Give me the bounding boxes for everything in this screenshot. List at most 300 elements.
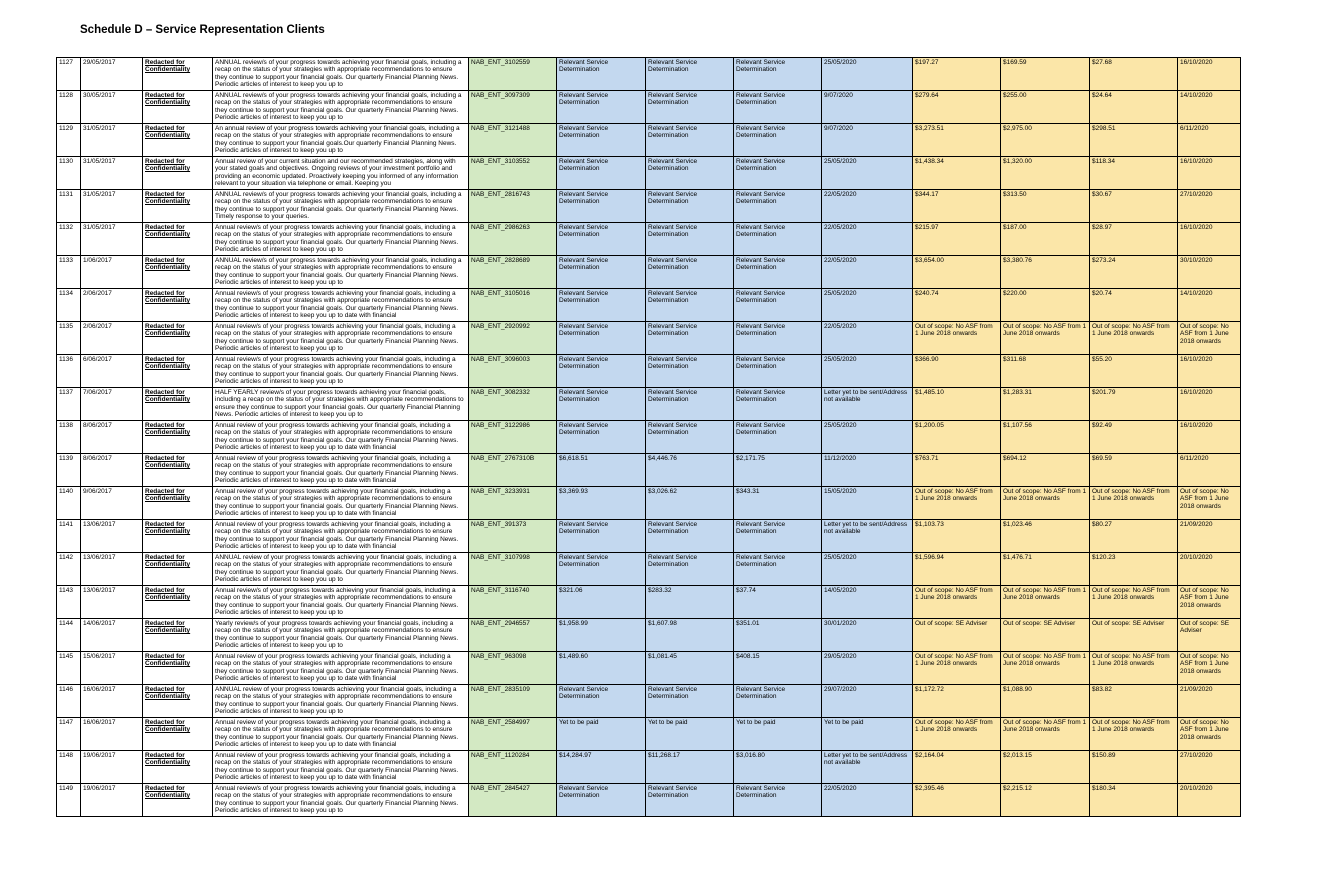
amount-col-3: Out of scope: SE Adviser xyxy=(1090,619,1178,652)
row-date: 19/06/2017 xyxy=(81,784,143,817)
fee-col-2: Relevant Service Determination xyxy=(646,421,734,454)
letter-date: 9/07/2020 xyxy=(822,124,913,157)
amount-col-1: $3,654.00 xyxy=(913,256,1001,289)
reference-id: NAB_ENT_2828689 xyxy=(469,256,557,289)
row-number: 1128 xyxy=(57,91,81,124)
fee-col-1: $3,369.93 xyxy=(557,487,646,520)
amount-col-1: Out of scope: No ASF from 1 June 2018 onwards xyxy=(913,322,1001,355)
row-number: 1134 xyxy=(57,289,81,322)
amount-col-2: $1,088.90 xyxy=(1001,685,1090,718)
amount-col-1: $2,164.04 xyxy=(913,751,1001,784)
amount-col-3: $120.23 xyxy=(1090,553,1178,586)
row-number: 1148 xyxy=(57,751,81,784)
reference-id: NAB_ENT_3105016 xyxy=(469,289,557,322)
service-description: Annual review of your progress towards achieving your financial goals, including a recap on the status of your strategies with appropriate recommendations to ensure they continue to support your financial goals. Our quarterly Financial Planning News. Periodic articles of interest to keep you up to date with financial xyxy=(213,520,469,553)
fee-col-2: Relevant Service Determination xyxy=(646,58,734,91)
client-name: Redacted for Confidentiality xyxy=(143,652,213,685)
row-number: 1149 xyxy=(57,784,81,817)
amount-col-3: $83.82 xyxy=(1090,685,1178,718)
client-name: Redacted for Confidentiality xyxy=(143,256,213,289)
amount-col-3: Out of scope: No ASF from 1 June 2018 onwards xyxy=(1090,586,1178,619)
fee-col-3: Relevant Service Determination xyxy=(734,685,822,718)
fee-col-1: $1,958.99 xyxy=(557,619,646,652)
row-number: 1129 xyxy=(57,124,81,157)
fee-col-2: Relevant Service Determination xyxy=(646,91,734,124)
fee-col-3: Relevant Service Determination xyxy=(734,388,822,421)
service-description: Annual review of your progress towards achieving your financial goals, including a recap on the status of your strategies with appropriate recommendations to ensure they continue to support your financial goals. Our quarterly Financial Planning News. Periodic articles of interest to keep you up to date with financial xyxy=(213,421,469,454)
reference-id: NAB_ENT_3082332 xyxy=(469,388,557,421)
letter-date: 25/05/2020 xyxy=(822,421,913,454)
row-date: 29/05/2017 xyxy=(81,58,143,91)
amount-col-3: $92.49 xyxy=(1090,421,1178,454)
client-name: Redacted for Confidentiality xyxy=(143,619,213,652)
row-date: 13/06/2017 xyxy=(81,553,143,586)
letter-date: 22/05/2020 xyxy=(822,784,913,817)
fee-col-3: Relevant Service Determination xyxy=(734,157,822,190)
row-number: 1146 xyxy=(57,685,81,718)
service-description: Annual review/s of your progress towards achieving your financial goals, including a recap on the status of your strategies with appropriate recommendations to ensure they continue to support your financial goals. Our quarterly Financial Planning News. Periodic articles of interest to keep you up to xyxy=(213,586,469,619)
fee-col-2: Relevant Service Determination xyxy=(646,256,734,289)
service-description: An annual review of your progress towards achieving your financial goals, including a recap on the status of your strategies with appropriate recommendations to ensure they continue to support your financial goals.Our quarterly Financial Planning News. Periodic articles of interest to keep you up to xyxy=(213,124,469,157)
fee-col-1: Relevant Service Determination xyxy=(557,355,646,388)
row-date: 1/06/2017 xyxy=(81,256,143,289)
client-name: Redacted for Confidentiality xyxy=(143,718,213,751)
reference-id: NAB_ENT_3122986 xyxy=(469,421,557,454)
fee-col-2: Relevant Service Determination xyxy=(646,289,734,322)
amount-col-2: $1,320.00 xyxy=(1001,157,1090,190)
client-name: Redacted for Confidentiality xyxy=(143,190,213,223)
amount-col-3: $118.34 xyxy=(1090,157,1178,190)
amount-col-2: Out of scope: No ASF from 1 June 2018 onwards xyxy=(1001,586,1090,619)
fee-col-3: Relevant Service Determination xyxy=(734,223,822,256)
row-number: 1139 xyxy=(57,454,81,487)
letter-date: 22/05/2020 xyxy=(822,322,913,355)
client-name: Redacted for Confidentiality xyxy=(143,157,213,190)
letter-date: 25/05/2020 xyxy=(822,289,913,322)
fee-col-1: $14,284.97 xyxy=(557,751,646,784)
letter-date: Letter yet to be sent/Address not available xyxy=(822,751,913,784)
reference-id: NAB_ENT_2920992 xyxy=(469,322,557,355)
amount-col-1: Out of scope: No ASF from 1 June 2018 onwards xyxy=(913,718,1001,751)
row-date: 31/05/2017 xyxy=(81,190,143,223)
client-name: Redacted for Confidentiality xyxy=(143,355,213,388)
letter-date: 22/05/2020 xyxy=(822,256,913,289)
payment-date: Out of scope: No ASF from 1 June 2018 onwards xyxy=(1178,487,1241,520)
row-number: 1138 xyxy=(57,421,81,454)
amount-col-2: Out of scope: SE Adviser xyxy=(1001,619,1090,652)
fee-col-3: Yet to be paid xyxy=(734,718,822,751)
row-date: 31/05/2017 xyxy=(81,157,143,190)
fee-col-1: Relevant Service Determination xyxy=(557,553,646,586)
fee-col-3: Relevant Service Determination xyxy=(734,355,822,388)
row-date: 31/05/2017 xyxy=(81,223,143,256)
reference-id: NAB_ENT_3102559 xyxy=(469,58,557,91)
reference-id: NAB_ENT_391373 xyxy=(469,520,557,553)
amount-col-2: Out of scope: No ASF from 1 June 2018 onwards xyxy=(1001,487,1090,520)
row-date: 8/06/2017 xyxy=(81,421,143,454)
fee-col-1: Relevant Service Determination xyxy=(557,91,646,124)
client-name: Redacted for Confidentiality xyxy=(143,58,213,91)
amount-col-3: $150.89 xyxy=(1090,751,1178,784)
amount-col-2: $311.68 xyxy=(1001,355,1090,388)
table-row xyxy=(57,454,1241,487)
payment-date: 14/10/2020 xyxy=(1178,91,1241,124)
table-row xyxy=(57,91,1241,124)
client-name: Redacted for Confidentiality xyxy=(143,421,213,454)
amount-col-1: $240.74 xyxy=(913,289,1001,322)
amount-col-1: $279.64 xyxy=(913,91,1001,124)
payment-date: 27/10/2020 xyxy=(1178,751,1241,784)
row-number: 1144 xyxy=(57,619,81,652)
fee-col-3: Relevant Service Determination xyxy=(734,124,822,157)
fee-col-3: $37.74 xyxy=(734,586,822,619)
row-date: 16/06/2017 xyxy=(81,718,143,751)
reference-id: NAB_ENT_2986263 xyxy=(469,223,557,256)
fee-col-1: $6,618.51 xyxy=(557,454,646,487)
fee-col-1: Relevant Service Determination xyxy=(557,124,646,157)
service-description: ANNUAL review/s of your progress towards achieving your financial goals, including a recap on the status of your strategies with appropriate recommendations to ensure they continue to support your financial goals. Our quarterly Financial Planning News. Periodic articles of interest to keep you up to xyxy=(213,256,469,289)
service-representation-table xyxy=(56,57,1241,817)
amount-col-3: $28.97 xyxy=(1090,223,1178,256)
service-description: Annual review/s of your progress towards achieving your financial goals, including a recap on the status of your strategies with appropriate recommendations to ensure they continue to support your financial goals. Our quarterly Financial Planning News. Periodic articles of interest to keep you up to date with financial xyxy=(213,289,469,322)
payment-date: 27/10/2020 xyxy=(1178,190,1241,223)
service-description: Annual review of your current situation and our recommended strategies, along with your stated goals and objectives. Ongoing reviews of your investment portfolio and providing an economic updated. Proactively keeping you informed of any information relevant to your situation via telephone or email. Keeping you xyxy=(213,157,469,190)
letter-date: 9/07/2020 xyxy=(822,91,913,124)
service-description: Annual review of your progress towards achieving your financial goals, including a recap on the status of your strategies with appropriate recommendations to ensure they continue to support your financial goals. Our quarterly Financial Planning News. Periodic articles of interest to keep you up to date with financial xyxy=(213,454,469,487)
letter-date: 22/05/2020 xyxy=(822,223,913,256)
payment-date: 6/11/2020 xyxy=(1178,454,1241,487)
fee-col-3: Relevant Service Determination xyxy=(734,784,822,817)
client-name: Redacted for Confidentiality xyxy=(143,487,213,520)
row-number: 1127 xyxy=(57,58,81,91)
reference-id: NAB_ENT_3097309 xyxy=(469,91,557,124)
row-date: 15/06/2017 xyxy=(81,652,143,685)
fee-col-1: Relevant Service Determination xyxy=(557,388,646,421)
service-description: ANNUAL review/s of your progress towards achieving your financial goals, including a recap on the status of your strategies with appropriate recommendations to ensure they continue to support your financial goals. Our quarterly Financial Planning News. Periodic articles of interest to keep you up to xyxy=(213,91,469,124)
fee-col-2: $4,446.76 xyxy=(646,454,734,487)
fee-col-1: Relevant Service Determination xyxy=(557,190,646,223)
service-description: ANNUAL review of your progress towards achieving your financial goals, including a recap on the status of your strategies with appropriate recommendations to ensure they continue to support your financial goals. Our quarterly Financial Planning News. Periodic articles of interest to keep you up to xyxy=(213,553,469,586)
table-row xyxy=(57,520,1241,553)
table-row xyxy=(57,223,1241,256)
amount-col-2: $2,975.00 xyxy=(1001,124,1090,157)
amount-col-3: $298.51 xyxy=(1090,124,1178,157)
row-date: 2/06/2017 xyxy=(81,322,143,355)
payment-date: Out of scope: No ASF from 1 June 2018 onwards xyxy=(1178,718,1241,751)
amount-col-1: Out of scope: SE Adviser xyxy=(913,619,1001,652)
fee-col-2: $1,081.45 xyxy=(646,652,734,685)
amount-col-3: $20.74 xyxy=(1090,289,1178,322)
fee-col-2: Yet to be paid xyxy=(646,718,734,751)
fee-col-2: Relevant Service Determination xyxy=(646,553,734,586)
payment-date: 30/10/2020 xyxy=(1178,256,1241,289)
letter-date: 30/01/2020 xyxy=(822,619,913,652)
letter-date: Yet to be paid xyxy=(822,718,913,751)
service-description: Annual review of your progress towards achieving your financial goals, including a recap on the status of your strategies with appropriate recommendations to ensure they continue to support your financial goals. Our quarterly Financial Planning News. Periodic articles of interest to keep you up to date with financial xyxy=(213,718,469,751)
letter-date: 15/05/2020 xyxy=(822,487,913,520)
payment-date: 16/10/2020 xyxy=(1178,355,1241,388)
fee-col-2: Relevant Service Determination xyxy=(646,685,734,718)
row-date: 8/06/2017 xyxy=(81,454,143,487)
client-name: Redacted for Confidentiality xyxy=(143,454,213,487)
reference-id: NAB_ENT_2816743 xyxy=(469,190,557,223)
fee-col-3: $2,171.75 xyxy=(734,454,822,487)
fee-col-1: Yet to be paid xyxy=(557,718,646,751)
service-description: Annual review of your progress towards achieving your financial goals, including a recap on the status of your strategies with appropriate recommendations to ensure they continue to support your financial goals. Our quarterly Financial Planning News. Periodic articles of interest to keep you up to date with financial xyxy=(213,751,469,784)
table-row xyxy=(57,586,1241,619)
letter-date: 25/05/2020 xyxy=(822,58,913,91)
service-description: ANNUAL review/s of your progress towards achieving your financial goals, including a recap on the status of your strategies with appropriate recommendations to ensure they continue to support your financial goals. Our quarterly Financial Planning News. Timely response to your queries. xyxy=(213,190,469,223)
amount-col-1: $3,273.51 xyxy=(913,124,1001,157)
fee-col-2: $3,026.62 xyxy=(646,487,734,520)
payment-date: 16/10/2020 xyxy=(1178,388,1241,421)
reference-id: NAB_ENT_3116740 xyxy=(469,586,557,619)
amount-col-3: $273.24 xyxy=(1090,256,1178,289)
payment-date: 16/10/2020 xyxy=(1178,157,1241,190)
client-name: Redacted for Confidentiality xyxy=(143,553,213,586)
fee-col-2: $1,607.98 xyxy=(646,619,734,652)
letter-date: 25/05/2020 xyxy=(822,355,913,388)
client-name: Redacted for Confidentiality xyxy=(143,322,213,355)
fee-col-2: Relevant Service Determination xyxy=(646,157,734,190)
fee-col-2: $283.32 xyxy=(646,586,734,619)
service-description: Annual review/s of your progress towards achieving your financial goals, including a recap on the status of your strategies with appropriate recommendations to ensure they continue to support your financial goals. Our quarterly Financial Planning News. Periodic articles of interest to keep you up to xyxy=(213,355,469,388)
amount-col-1: $1,438.34 xyxy=(913,157,1001,190)
amount-col-2: $169.59 xyxy=(1001,58,1090,91)
reference-id: NAB_ENT_1120284 xyxy=(469,751,557,784)
payment-date: 21/09/2020 xyxy=(1178,520,1241,553)
amount-col-3: $180.34 xyxy=(1090,784,1178,817)
payment-date: 21/09/2020 xyxy=(1178,685,1241,718)
letter-date: 29/05/2020 xyxy=(822,652,913,685)
reference-id: NAB_ENT_2584997 xyxy=(469,718,557,751)
fee-col-3: Relevant Service Determination xyxy=(734,256,822,289)
amount-col-2: $1,476.71 xyxy=(1001,553,1090,586)
fee-col-1: Relevant Service Determination xyxy=(557,685,646,718)
letter-date: 11/12/2020 xyxy=(822,454,913,487)
fee-col-2: $11,268.17 xyxy=(646,751,734,784)
amount-col-3: Out of scope: No ASF from 1 June 2018 onwards xyxy=(1090,718,1178,751)
fee-col-2: Relevant Service Determination xyxy=(646,190,734,223)
service-description: Annual review/s of your progress towards achieving your financial goals, including a recap on the status of your strategies with appropriate recommendations to ensure they continue to support your financial goals. Our quarterly Financial Planning News. Periodic articles of interest to keep you up to xyxy=(213,784,469,817)
letter-date: 29/07/2020 xyxy=(822,685,913,718)
client-name: Redacted for Confidentiality xyxy=(143,520,213,553)
amount-col-1: $1,596.94 xyxy=(913,553,1001,586)
fee-col-3: Relevant Service Determination xyxy=(734,91,822,124)
fee-col-2: Relevant Service Determination xyxy=(646,784,734,817)
row-date: 31/05/2017 xyxy=(81,124,143,157)
table-row xyxy=(57,58,1241,91)
service-description: Yearly review/s of your progress towards achieving your financial goals, including a recap on the status of your strategies with appropriate recommendations to ensure they continue to support your financial goals. Our quarterly Financial Planning News. Periodic articles of interest to keep you up to xyxy=(213,619,469,652)
reference-id: NAB_ENT_3103552 xyxy=(469,157,557,190)
fee-col-1: Relevant Service Determination xyxy=(557,157,646,190)
amount-col-1: $763.71 xyxy=(913,454,1001,487)
amount-col-1: $344.17 xyxy=(913,190,1001,223)
fee-col-3: Relevant Service Determination xyxy=(734,58,822,91)
table-row xyxy=(57,157,1241,190)
row-date: 6/06/2017 xyxy=(81,355,143,388)
amount-col-2: $187.00 xyxy=(1001,223,1090,256)
row-number: 1142 xyxy=(57,553,81,586)
table-row xyxy=(57,685,1241,718)
client-name: Redacted for Confidentiality xyxy=(143,784,213,817)
service-description: Annual review/s of your progress towards achieving your financial goals, including a recap on the status of your strategies with appropriate recommendations to ensure they continue to support your financial goals. Our quarterly Financial Planning News. Periodic articles of interest to keep you up to xyxy=(213,223,469,256)
amount-col-1: $2,395.46 xyxy=(913,784,1001,817)
amount-col-1: $1,200.05 xyxy=(913,421,1001,454)
reference-id: NAB_ENT_3233931 xyxy=(469,487,557,520)
fee-col-1: Relevant Service Determination xyxy=(557,58,646,91)
reference-id: NAB_ENT_2845427 xyxy=(469,784,557,817)
row-number: 1147 xyxy=(57,718,81,751)
amount-col-2: $1,023.46 xyxy=(1001,520,1090,553)
amount-col-1: $366.90 xyxy=(913,355,1001,388)
fee-col-1: Relevant Service Determination xyxy=(557,223,646,256)
amount-col-2: $255.00 xyxy=(1001,91,1090,124)
client-name: Redacted for Confidentiality xyxy=(143,685,213,718)
row-date: 14/06/2017 xyxy=(81,619,143,652)
amount-col-1: $197.27 xyxy=(913,58,1001,91)
table-row xyxy=(57,190,1241,223)
amount-col-2: Out of scope: No ASF from 1 June 2018 onwards xyxy=(1001,652,1090,685)
amount-col-1: $1,485.10 xyxy=(913,388,1001,421)
row-number: 1145 xyxy=(57,652,81,685)
reference-id: NAB_ENT_2835109 xyxy=(469,685,557,718)
fee-col-3: $408.15 xyxy=(734,652,822,685)
amount-col-2: $313.50 xyxy=(1001,190,1090,223)
payment-date: 14/10/2020 xyxy=(1178,289,1241,322)
fee-col-1: Relevant Service Determination xyxy=(557,289,646,322)
client-name: Redacted for Confidentiality xyxy=(143,388,213,421)
payment-date: 16/10/2020 xyxy=(1178,58,1241,91)
table-row xyxy=(57,256,1241,289)
fee-col-2: Relevant Service Determination xyxy=(646,355,734,388)
fee-col-3: $3,016.80 xyxy=(734,751,822,784)
row-date: 19/06/2017 xyxy=(81,751,143,784)
service-description: ANNUAL review of your progress towards achieving your financial goals, including a recap on the status of your strategies with appropriate recommendations to ensure they continue to support your financial goals. Our quarterly Financial Planning News. Periodic articles of interest to keep you up to xyxy=(213,685,469,718)
fee-col-3: Relevant Service Determination xyxy=(734,289,822,322)
table-row xyxy=(57,784,1241,817)
fee-col-3: Relevant Service Determination xyxy=(734,190,822,223)
row-date: 16/06/2017 xyxy=(81,685,143,718)
row-number: 1141 xyxy=(57,520,81,553)
fee-col-3: Relevant Service Determination xyxy=(734,322,822,355)
service-description: ANNUAL review/s of your progress towards achieving your financial goals, including a recap on the status of your strategies with appropriate recommendations to ensure they continue to support your financial goals. Our quarterly Financial Planning News. Periodic articles of interest to keep you up to xyxy=(213,58,469,91)
row-number: 1133 xyxy=(57,256,81,289)
amount-col-2: Out of scope: No ASF from 1 June 2018 onwards xyxy=(1001,718,1090,751)
amount-col-1: Out of scope: No ASF from 1 June 2018 onwards xyxy=(913,652,1001,685)
amount-col-3: $80.27 xyxy=(1090,520,1178,553)
row-number: 1140 xyxy=(57,487,81,520)
fee-col-1: $321.06 xyxy=(557,586,646,619)
amount-col-3: $24.64 xyxy=(1090,91,1178,124)
payment-date: 6/11/2020 xyxy=(1178,124,1241,157)
client-name: Redacted for Confidentiality xyxy=(143,586,213,619)
amount-col-2: $1,283.31 xyxy=(1001,388,1090,421)
row-date: 13/06/2017 xyxy=(81,520,143,553)
amount-col-2: Out of scope: No ASF from 1 June 2018 onwards xyxy=(1001,322,1090,355)
fee-col-1: Relevant Service Determination xyxy=(557,784,646,817)
fee-col-3: $351.01 xyxy=(734,619,822,652)
amount-col-3: $69.59 xyxy=(1090,454,1178,487)
fee-col-1: $1,489.60 xyxy=(557,652,646,685)
payment-date: Out of scope: No ASF from 1 June 2018 onwards xyxy=(1178,652,1241,685)
client-name: Redacted for Confidentiality xyxy=(143,223,213,256)
amount-col-3: $27.68 xyxy=(1090,58,1178,91)
reference-id: NAB_ENT_2946557 xyxy=(469,619,557,652)
client-name: Redacted for Confidentiality xyxy=(143,289,213,322)
amount-col-3: $201.79 xyxy=(1090,388,1178,421)
service-description: Annual review of your progress towards achieving your financial goals, including a recap on the status of your strategies with appropriate recommendations to ensure they continue to support your financial goals. Our quarterly Financial Planning News. Periodic articles of interest to keep you up to date with financial xyxy=(213,487,469,520)
client-name: Redacted for Confidentiality xyxy=(143,91,213,124)
fee-col-3: Relevant Service Determination xyxy=(734,421,822,454)
row-number: 1137 xyxy=(57,388,81,421)
payment-date: 20/10/2020 xyxy=(1178,784,1241,817)
table-row xyxy=(57,355,1241,388)
fee-col-2: Relevant Service Determination xyxy=(646,520,734,553)
amount-col-2: $1,107.56 xyxy=(1001,421,1090,454)
amount-col-3: Out of scope: No ASF from 1 June 2018 onwards xyxy=(1090,652,1178,685)
payment-date: Out of scope: No ASF from 1 June 2018 onwards xyxy=(1178,322,1241,355)
letter-date: Letter yet to be sent/Address not available xyxy=(822,388,913,421)
client-name: Redacted for Confidentiality xyxy=(143,751,213,784)
table-row xyxy=(57,124,1241,157)
amount-col-3: $55.20 xyxy=(1090,355,1178,388)
amount-col-3: Out of scope: No ASF from 1 June 2018 onwards xyxy=(1090,322,1178,355)
row-date: 9/06/2017 xyxy=(81,487,143,520)
table-row xyxy=(57,652,1241,685)
row-date: 2/06/2017 xyxy=(81,289,143,322)
table-row xyxy=(57,553,1241,586)
fee-col-2: Relevant Service Determination xyxy=(646,322,734,355)
fee-col-2: Relevant Service Determination xyxy=(646,124,734,157)
reference-id: NAB_ENT_2767310B xyxy=(469,454,557,487)
amount-col-1: Out of scope: No ASF from 1 June 2018 onwards xyxy=(913,487,1001,520)
letter-date: 22/05/2020 xyxy=(822,190,913,223)
payment-date: 16/10/2020 xyxy=(1178,223,1241,256)
fee-col-1: Relevant Service Determination xyxy=(557,520,646,553)
client-name: Redacted for Confidentiality xyxy=(143,124,213,157)
letter-date: 25/05/2020 xyxy=(822,157,913,190)
amount-col-3: $30.67 xyxy=(1090,190,1178,223)
amount-col-2: $694.12 xyxy=(1001,454,1090,487)
table-row xyxy=(57,718,1241,751)
reference-id: NAB_ENT_3096003 xyxy=(469,355,557,388)
payment-date: 20/10/2020 xyxy=(1178,553,1241,586)
row-number: 1136 xyxy=(57,355,81,388)
payment-date: 16/10/2020 xyxy=(1178,421,1241,454)
amount-col-1: $215.97 xyxy=(913,223,1001,256)
row-date: 13/06/2017 xyxy=(81,586,143,619)
fee-col-1: Relevant Service Determination xyxy=(557,256,646,289)
reference-id: NAB_ENT_3121488 xyxy=(469,124,557,157)
service-description: Annual review/s of your progress towards achieving your financial goals, including a recap on the status of your strategies with appropriate recommendations to ensure they continue to support your financial goals. Our quarterly Financial Planning News. Periodic articles of interest to keep you up to xyxy=(213,322,469,355)
service-description: Annual review of your progress towards achieving your financial goals, including a recap on the status of your strategies with appropriate recommendations to ensure they continue to support your financial goals. Our quarterly Financial Planning News. Periodic articles of interest to keep you up to date with financial xyxy=(213,652,469,685)
row-number: 1130 xyxy=(57,157,81,190)
row-date: 7/06/2017 xyxy=(81,388,143,421)
row-date: 30/05/2017 xyxy=(81,91,143,124)
table-row xyxy=(57,322,1241,355)
payment-date: Out of scope: No ASF from 1 June 2018 onwards xyxy=(1178,586,1241,619)
amount-col-1: Out of scope: No ASF from 1 June 2018 onwards xyxy=(913,586,1001,619)
fee-col-2: Relevant Service Determination xyxy=(646,223,734,256)
amount-col-2: $3,380.76 xyxy=(1001,256,1090,289)
reference-id: NAB_ENT_3107998 xyxy=(469,553,557,586)
table-row xyxy=(57,421,1241,454)
table-row xyxy=(57,289,1241,322)
table-row xyxy=(57,487,1241,520)
service-description: HALF YEARLY review/s of your progress towards achieving your financial goals, including a recap on the status of your strategies with appropriate recommendations to ensure they continue to support your financial goals. Our quarterly Financial Planning News. Periodic articles of interest to keep you up to xyxy=(213,388,469,421)
reference-id: NAB_ENT_963098 xyxy=(469,652,557,685)
